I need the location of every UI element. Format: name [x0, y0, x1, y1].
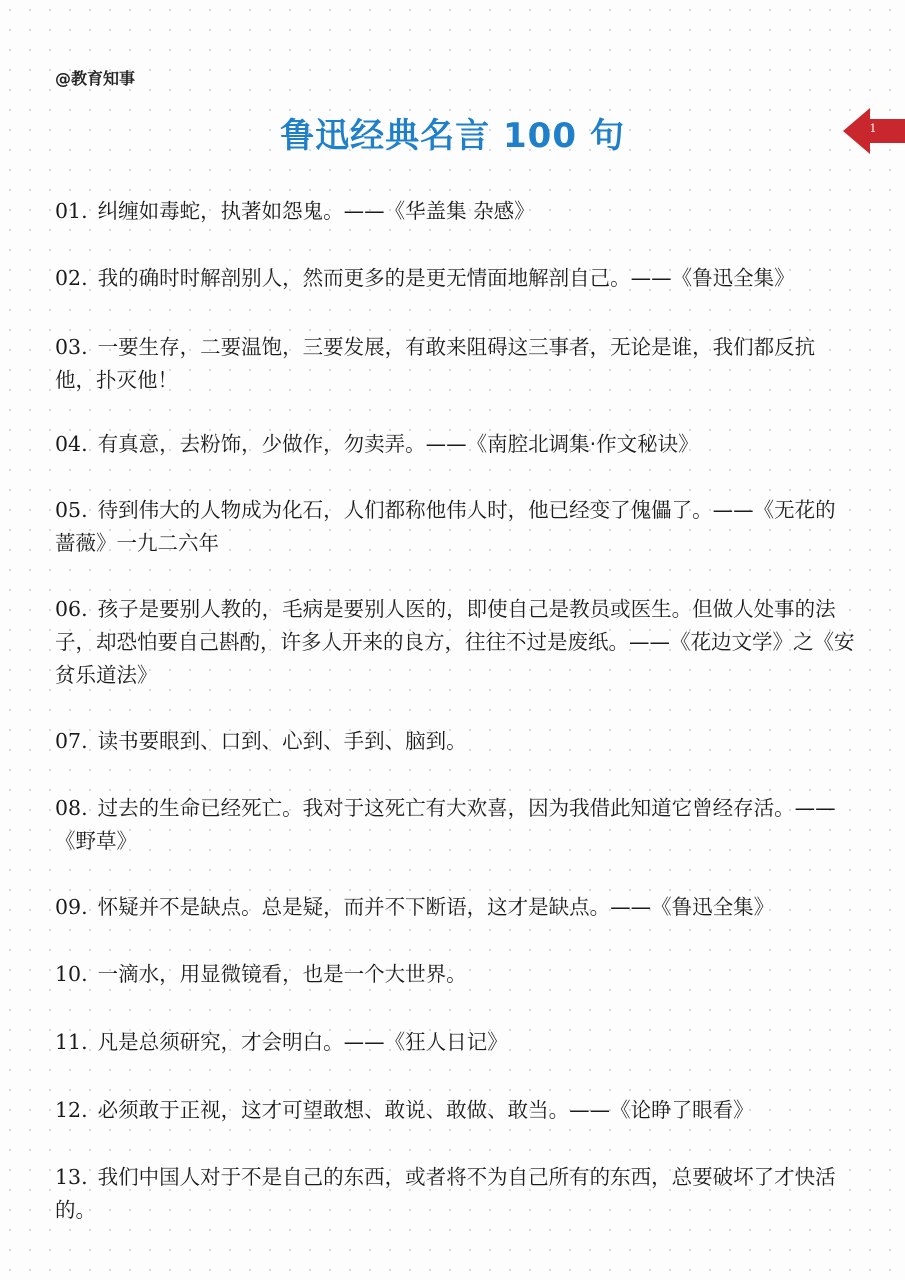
quote-item — [55, 1026, 855, 1059]
quote-item — [55, 494, 855, 560]
quote-number: 09. — [55, 895, 88, 919]
quote-item — [55, 262, 855, 295]
quote-number: 06. — [55, 597, 88, 621]
quote-text: 我的确时时解剖别人，然而更多的是更无情面地解剖自己。——《鲁迅全集》 — [97, 266, 795, 290]
quote-item — [55, 725, 855, 758]
quote-item — [55, 891, 855, 924]
quote-number: 10. — [55, 962, 88, 986]
quote-text: 一滴水，用显微镜看，也是一个大世界。 — [97, 962, 467, 986]
quote-item — [55, 958, 855, 991]
quote-text: 我们中国人对于不是自己的东西，或者将不为自己所有的东西，总要破坏了才快活的。 — [55, 1165, 836, 1222]
page-number: 1 — [869, 122, 877, 135]
quote-number: 01. — [55, 199, 88, 223]
quote-text: 必须敢于正视，这才可望敢想、敢说、敢做、敢当。——《论睁了眼看》 — [97, 1098, 754, 1122]
quote-text: 一要生存，二要温饱，三要发展，有敢来阻碍这三事者，无论是谁，我们都反抗他，扑灭他！ — [55, 335, 816, 392]
quote-text: 读书要眼到、口到、心到、手到、脑到。 — [97, 729, 467, 753]
quote-number: 07. — [55, 729, 88, 753]
quote-item — [55, 1094, 855, 1127]
quote-number: 02. — [55, 266, 88, 290]
quote-text: 孩子是要别人教的，毛病是要别人医的，即使自己是教员或医生。但做人处事的法子，却恐怕要自己斟酌，许多人开来的良方，往往不过是废纸。——《花边文学》之《安贫乐道法》 — [55, 597, 855, 687]
quote-text: 过去的生命已经死亡。我对于这死亡有大欢喜，因为我借此知道它曾经存活。——《野草》 — [55, 796, 836, 853]
quote-item — [55, 195, 855, 228]
quote-number: 04. — [55, 432, 88, 456]
quote-number: 12. — [55, 1098, 88, 1122]
quote-number: 13. — [55, 1165, 88, 1189]
quote-text: 纠缠如毒蛇，执著如怨鬼。——《华盖集 杂感》 — [97, 199, 535, 223]
quote-text: 待到伟大的人物成为化石，人们都称他伟人时，他已经变了傀儡了。——《无花的蔷薇》一九二六年 — [55, 498, 836, 555]
page-title: 鲁迅经典名言 100 句 — [280, 116, 625, 156]
quote-number: 05. — [55, 498, 88, 522]
quote-number: 11. — [55, 1030, 88, 1054]
quote-number: 08. — [55, 796, 88, 820]
quote-item — [55, 1161, 855, 1227]
quote-item — [55, 792, 855, 858]
quote-item — [55, 428, 855, 461]
quote-text: 凡是总须研究，才会明白。——《狂人日记》 — [97, 1030, 508, 1054]
quote-item — [55, 593, 855, 692]
quote-number: 03. — [55, 335, 88, 359]
quote-item — [55, 331, 855, 397]
quote-text: 怀疑并不是缺点。总是疑，而并不下断语，这才是缺点。——《鲁迅全集》 — [97, 895, 775, 919]
watermark-label: @教育知事 — [55, 69, 136, 88]
quote-text: 有真意，去粉饰，少做作，勿卖弄。——《南腔北调集·作文秘诀》 — [97, 432, 699, 456]
